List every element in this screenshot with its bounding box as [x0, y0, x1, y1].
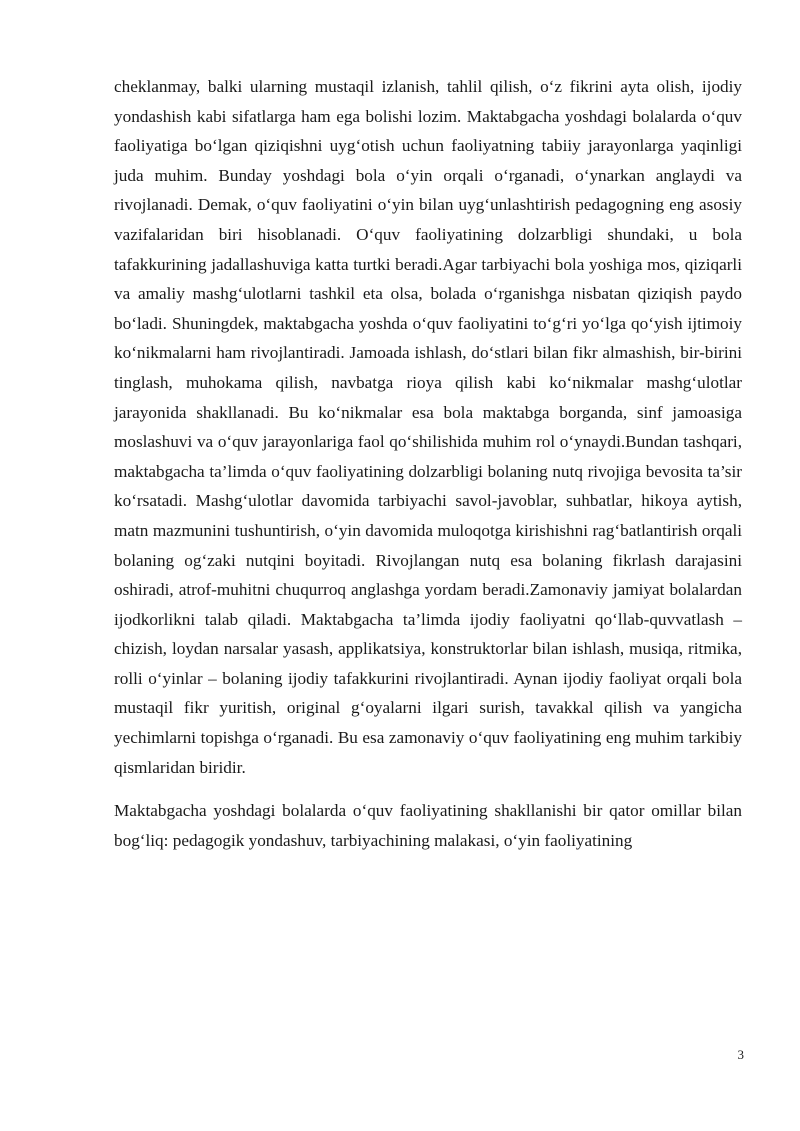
- body-text: [114, 72, 742, 855]
- paragraph: cheklanmay, balki ularning mustaqil izlanish, tahlil qilish, o‘z fikrini ayta olish, ijodiy yondashish kabi sifatlarga ham ega bolishi lozim. Maktabgacha yoshdagi bolalarda o‘quv faoliyatiga bo‘lgan qiziqishni uyg‘otish uchun faoliyatning tabiiy jarayonlarga yaqinligi juda muhim. Bunday yoshdagi bola o‘yin orqali o‘rganadi, o‘ynarkan anglaydi va rivojlanadi. Demak, o‘quv faoliyatini o‘yin bilan uyg‘unlashtirish pedagogning eng asosiy vazifalaridan biri hisoblanadi. O‘quv faoliyatining dolzarbligi shundaki, u bola tafakkurining jadallashuviga katta turtki beradi.Agar tarbiyachi bola yoshiga mos, qiziqarli va amaliy mashg‘ulotlarni tashkil eta olsa, bolada o‘rganishga nisbatan qiziqish paydo bo‘ladi. Shuningdek, maktabgacha yoshda o‘quv faoliyatini to‘g‘ri yo‘lga qo‘yish ijtimoiy ko‘nikmalarni ham rivojlantiradi. Jamoada ishlash, do‘stlari bilan fikr almashish, bir-birini tinglash, muhokama qilish, navbatga rioya qilish kabi ko‘nikmalar mashg‘ulotlar jarayonida shakllanadi. Bu ko‘nikmalar esa bola maktabga borganda, sinf jamoasiga moslashuvi va o‘quv jarayonlariga faol qo‘shilishida muhim rol o‘ynaydi.Bundan tashqari, maktabgacha ta’limda o‘quv faoliyatining dolzarbligi bolaning nutq rivojiga bevosita ta’sir ko‘rsatadi. Mashg‘ulotlar davomida tarbiyachi savol-javoblar, suhbatlar, hikoya aytish, matn mazmunini tushuntirish, o‘yin davomida muloqotga kirishishni rag‘batlantirish orqali bolaning og‘zaki nutqini boyitadi. Rivojlangan nutq esa bolaning fikrlash darajasini oshiradi, atrof-muhitni chuqurroq anglashga yordam beradi.Zamonaviy jamiyat bolalardan ijodkorlikni talab qiladi. Maktabgacha ta’limda ijodiy faoliyatni qo‘llab-quvvatlash – chizish, loydan narsalar yasash, applikatsiya, konstruktorlar bilan ishlash, musiqa, ritmika, rolli o‘yinlar – bolaning ijodiy tafakkurini rivojlantiradi. Aynan ijodiy faoliyat orqali bola mustaqil fikr yuritish, original g‘oyalarni ilgari surish, tavakkal qilish va yangicha yechimlarni topishga o‘rganadi. Bu esa zamonaviy o‘quv faoliyatining eng muhim tarkibiy qismlaridan biridir.: [114, 77, 742, 777]
- paragraph: Maktabgacha yoshdagi bolalarda o‘quv faoliyatining shakllanishi bir qator omillar bilan bog‘liq: pedagogik yondashuv, tarbiyachining malakasi, o‘yin faoliyatining: [114, 801, 742, 850]
- page-number: 3: [737, 1047, 744, 1062]
